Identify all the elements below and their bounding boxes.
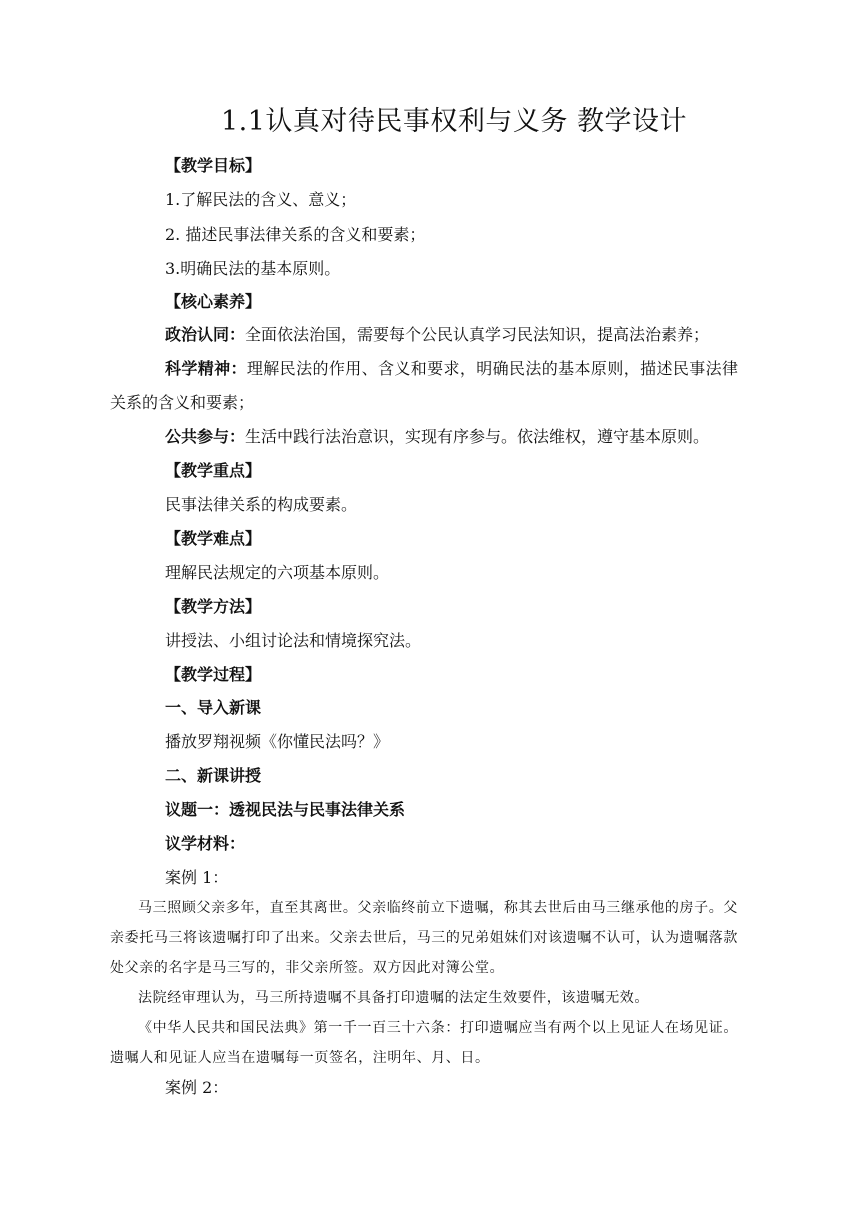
method-heading: 【教学方法】 [165,597,262,616]
key-point-text: 民事法律关系的构成要素。 [165,495,358,514]
difficulty-heading: 【教学难点】 [165,529,262,548]
new-lesson-heading: 二、新课讲授 [165,766,262,785]
objective-item: 1.了解民法的含义、意义； [165,190,357,209]
public-label: 公共参与： [165,427,246,446]
literacy-science [110,352,738,420]
intro-text: 播放罗翔视频《你懂民法吗？》 [165,732,390,751]
case-label: 案例 2： [165,1078,229,1097]
public-text: 生活中践行法治意识，实现有序参与。依法维权，遵守基本原则。 [245,427,710,446]
case1-ruling: 法院经审理认为，马三所持遗嘱不具备打印遗嘱的法定生效要件，该遗嘱无效。 [138,990,649,1006]
document-title: 1.1认真对待民事权利与义务 教学设计 [220,106,688,137]
literacy-political [110,318,738,352]
literacy-heading: 【核心素养】 [165,292,262,311]
case1-paragraph: 马三照顾父亲多年，直至其离世。父亲临终前立下遗嘱，称其去世后由马三继承他的房子。父亲委托马三将该遗嘱打印了出来。父亲去世后，马三的兄弟姐妹们对该遗嘱不认可，认为遗嘱落款处父亲的名字是马三写的，非父亲所签。双方因此对簿公堂。 [110,900,738,976]
process-heading: 【教学过程】 [165,665,262,684]
key-point-heading: 【教学重点】 [165,461,262,480]
difficulty-text: 理解民法规定的六项基本原则。 [165,563,390,582]
case-label: 案例 1： [165,868,229,887]
objective-item: 2. 描述民事法律关系的含义和要素； [165,225,426,244]
method-text: 讲授法、小组讨论法和情境探究法。 [165,631,422,650]
political-label: 政治认同： [165,325,246,344]
topic-heading: 议题一：透视民法与民事法律关系 [165,800,406,819]
literacy-public [110,420,738,454]
intro-heading: 一、导入新课 [165,698,262,717]
political-text: 全面依法治国，需要每个公民认真学习民法知识，提高法治素养； [245,325,710,344]
objectives-heading: 【教学目标】 [165,156,262,175]
science-text: 理解民法的作用、含义和要求，明确民法的基本原则，描述民事法律关系的含义和要素； [110,359,738,412]
materials-heading: 议学材料： [165,834,246,853]
objective-item: 3.明确民法的基本原则。 [165,259,341,278]
science-label: 科学精神： [165,359,247,378]
case1-law-article: 《中华人民共和国民法典》第一千一百三十六条：打印遗嘱应当有两个以上见证人在场见证。遗嘱人和见证人应当在遗嘱每一页签名，注明年、月、日。 [110,1020,738,1066]
